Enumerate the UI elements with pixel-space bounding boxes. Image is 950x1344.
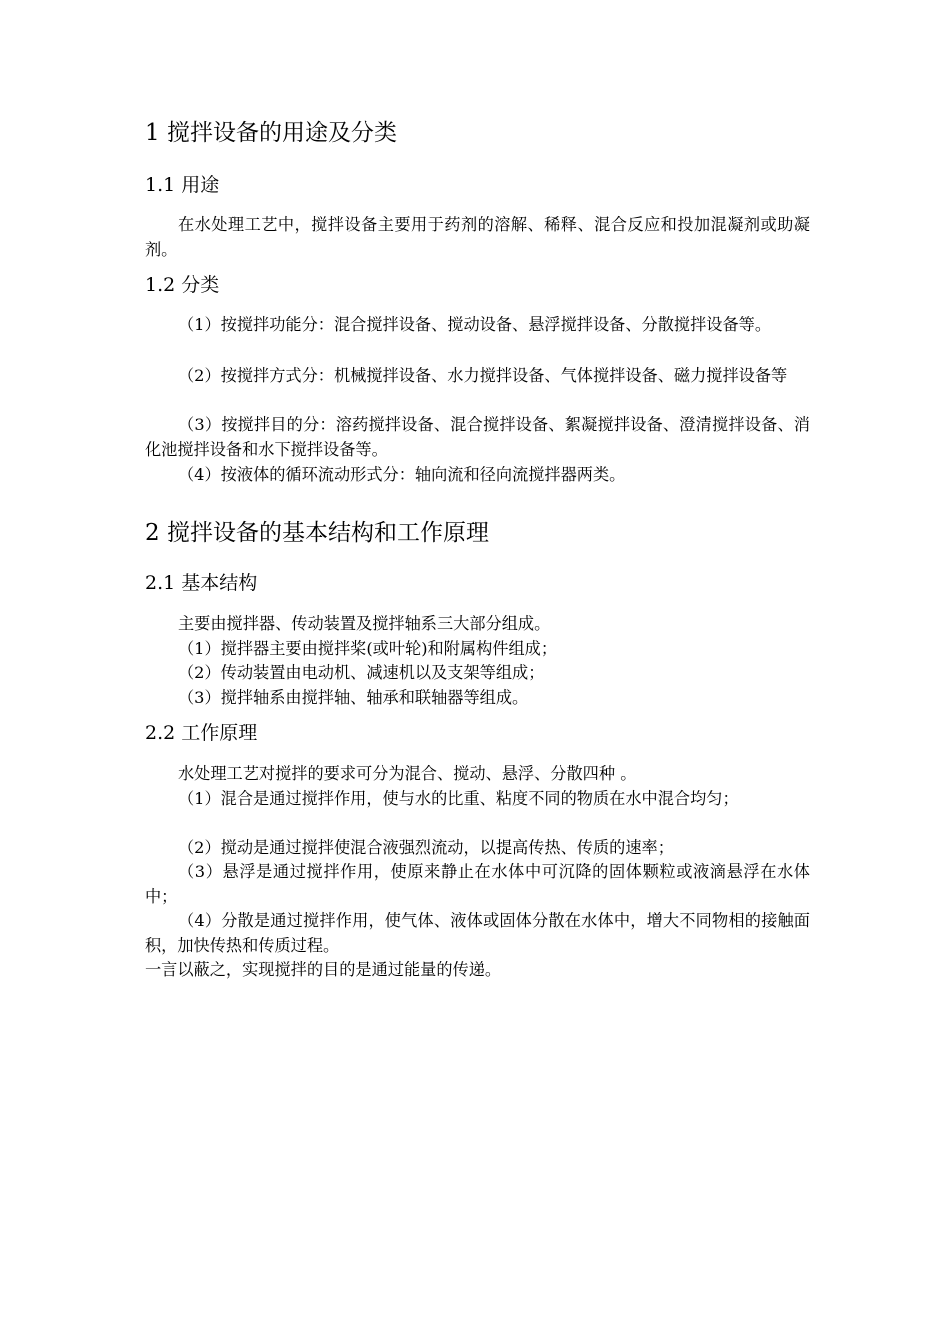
- section-2-1-heading: 2.1 基本结构: [145, 572, 258, 594]
- section-1-2-paragraph-1: （1）按搅拌功能分：混合搅拌设备、搅动设备、悬浮搅拌设备、分散搅拌设备等。: [178, 315, 772, 334]
- section-1-2-paragraph-3: （3）按搅拌目的分：溶药搅拌设备、混合搅拌设备、絮凝搅拌设备、澄清搅拌设备、消化池搅拌设备和水下搅拌设备等。: [145, 415, 810, 459]
- section-2-2-paragraph-4: （3）悬浮是通过搅拌作用，使原来静止在水体中可沉降的固体颗粒或液滴悬浮在水体中；: [145, 862, 810, 906]
- section-2-heading: 2 搅拌设备的基本结构和工作原理: [145, 520, 489, 546]
- section-2-2-heading: 2.2 工作原理: [145, 722, 258, 744]
- section-1-2-paragraph-2: （2）按搅拌方式分：机械搅拌设备、水力搅拌设备、气体搅拌设备、磁力搅拌设备等: [178, 366, 788, 385]
- section-1-2-paragraph-4: （4）按液体的循环流动形式分：轴向流和径向流搅拌器两类。: [178, 465, 626, 484]
- section-2-1-paragraph-1: 主要由搅拌器、传动装置及搅拌轴系三大部分组成。: [178, 614, 551, 633]
- section-2-2-paragraph-6: 一言以蔽之，实现搅拌的目的是通过能量的传递。: [145, 960, 502, 979]
- section-1-2-heading: 1.2 分类: [145, 274, 220, 296]
- section-1-heading: 1 搅拌设备的用途及分类: [145, 120, 397, 146]
- section-2-1-paragraph-4: （3）搅拌轴系由搅拌轴、轴承和联轴器等组成。: [178, 688, 529, 707]
- section-1-1-heading: 1.1 用途: [145, 174, 220, 196]
- section-2-2-paragraph-3: （2）搅动是通过搅拌使混合液强烈流动，以提高传热、传质的速率；: [178, 838, 674, 857]
- section-2-1-paragraph-2: （1）搅拌器主要由搅拌桨(或叶轮)和附属构件组成；: [178, 639, 558, 658]
- section-2-2-paragraph-2: （1）混合是通过搅拌作用，使与水的比重、粘度不同的物质在水中混合均匀；: [178, 789, 739, 808]
- section-2-2-paragraph-1: 水处理工艺对搅拌的要求可分为混合、搅动、悬浮、分散四种 。: [178, 764, 637, 783]
- section-2-1-paragraph-3: （2）传动装置由电动机、减速机以及支架等组成；: [178, 663, 545, 682]
- section-2-2-paragraph-5: （4）分散是通过搅拌作用，使气体、液体或固体分散在水体中，增大不同物相的接触面积，加快传热和传质过程。: [145, 911, 810, 955]
- section-1-1-paragraph-1: 在水处理工艺中，搅拌设备主要用于药剂的溶解、稀释、混合反应和投加混凝剂或助凝剂。: [145, 215, 810, 259]
